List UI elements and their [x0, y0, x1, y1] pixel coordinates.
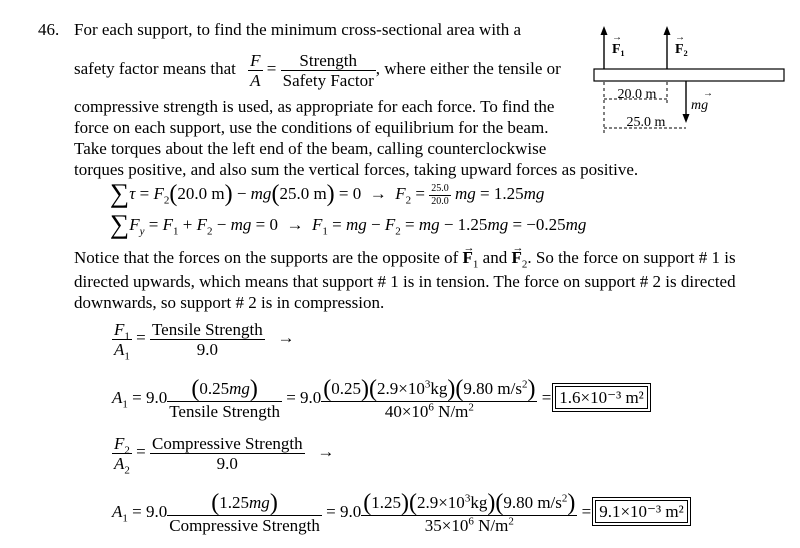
paragraph-1-line-3: compressive strength is used, as appropriate for each force. To find the [74, 97, 555, 116]
paragraph-1-line-6: torques positive, and also sum the vertical forces, taking upward forces as positive. [74, 160, 639, 179]
paragraph-1-line-4: force on each support, use the conditions of equilibrium for the beam. [74, 118, 549, 137]
paragraph-1-line-2a: safety factor means that [74, 59, 236, 78]
fraction-safety-factor: Safety Factor [282, 70, 374, 90]
f1-label: F₁ [612, 42, 625, 57]
fraction-F-over-A [248, 51, 262, 90]
area-1-equation: $A_1 = 9.0$ $\frac{(0.25mg)}{\text{Tensile Strength}}$ = 9.0 $\frac{(0.25)(2.9\times 10^3kg)(9.80 m/s^2)}{40\times 10^6 N/m^2}$ = 1.6×10⁻³ m² [112, 373, 652, 423]
answer-2: 9.1×10⁻³ m² [595, 500, 687, 523]
compressive-strength-denominator: Compressive Strength [169, 516, 320, 536]
dim-20-label: 20.0 m [617, 87, 657, 102]
mg-label: mg [691, 98, 709, 113]
fraction-strength: Strength [281, 51, 376, 71]
paragraph-2-line-3: downwards, so support # 2 is in compression. [74, 293, 385, 312]
f2-arrowhead [664, 26, 671, 35]
beam [594, 69, 784, 81]
force-equation: $\sum F_y = F_1 + F_2$ − mg = $0 \to F_1$ = mg − $F_2$ = mg − 1.25mg = −0.25mg [110, 209, 587, 239]
compressive-strength-numerator: Compressive Strength [151, 433, 303, 453]
fraction-F: F [250, 50, 261, 70]
fraction-A: A [250, 70, 261, 90]
fraction-strength-over-safety [281, 51, 376, 90]
compressive-relation: $\frac{F_2}{A_2}$ = $\frac{\text{Compressive Strength}}{9.0}$ → [114, 433, 335, 476]
beam-diagram [590, 18, 790, 143]
dim-25-label: 25.0 m [626, 115, 666, 130]
paragraph-1-line-5: Take torques about the left end of the beam, calling counterclockwise [74, 139, 547, 158]
area-2-equation: $A_1 = 9.0$ $\frac{(1.25mg)}{\text{Compressive Strength}}$ = 9.0 $\frac{(1.25)(2.9\times 10^3kg)(9.80 m/s^2)}{35\times 10^6 N/m^2}$ = 9.1×10⁻³ m² [112, 487, 692, 537]
tensile-strength-denominator: Tensile Strength [169, 402, 280, 422]
tensile-strength-numerator: Tensile Strength [151, 319, 263, 339]
f1-vector-mark: → [612, 32, 622, 43]
tensile-relation: $\frac{F_1}{A_1}$ = $\frac{\text{Tensile Strength}}{9.0}$ → [114, 319, 295, 362]
paragraph-2-line-1: Notice that the forces on the supports are the opposite of → $F_1$ and → $F_2$. So the force on support # 1 is [74, 248, 736, 268]
f1-arrowhead [601, 26, 608, 35]
mg-arrowhead [683, 114, 690, 123]
f2-vector-mark: → [675, 32, 685, 43]
torque-equation: $\sum\tau = F_2(20.0$ m) − mg(25.0 $m) = 0 \to F_2$ = $\frac{25.0}{20.0}$ mg = 1.25mg [110, 178, 545, 208]
mg-vector-mark: → [703, 88, 713, 99]
paragraph-2-line-2: directed upwards, which means that support # 1 is in tension. The force on support # 2 is directed [74, 272, 736, 291]
paragraph-1-line-1: For each support, to find the minimum cross-sectional area with a [74, 20, 522, 39]
safety-factor-line: safety factor means that $\frac{F}{A}$ = $\frac{\text{Strength}}{\text{Safety Factor}}$ , where either the tensile or [74, 50, 561, 90]
f2-label: F₂ [675, 42, 688, 57]
problem-number: 46. [38, 20, 60, 39]
safety-factor-value-1: 9.0 [196, 339, 218, 359]
safety-factor-value-2: 9.0 [216, 453, 238, 473]
answer-1: 1.6×10⁻³ m² [555, 386, 647, 409]
paragraph-1-line-2b: , where either the tensile or [375, 59, 561, 78]
